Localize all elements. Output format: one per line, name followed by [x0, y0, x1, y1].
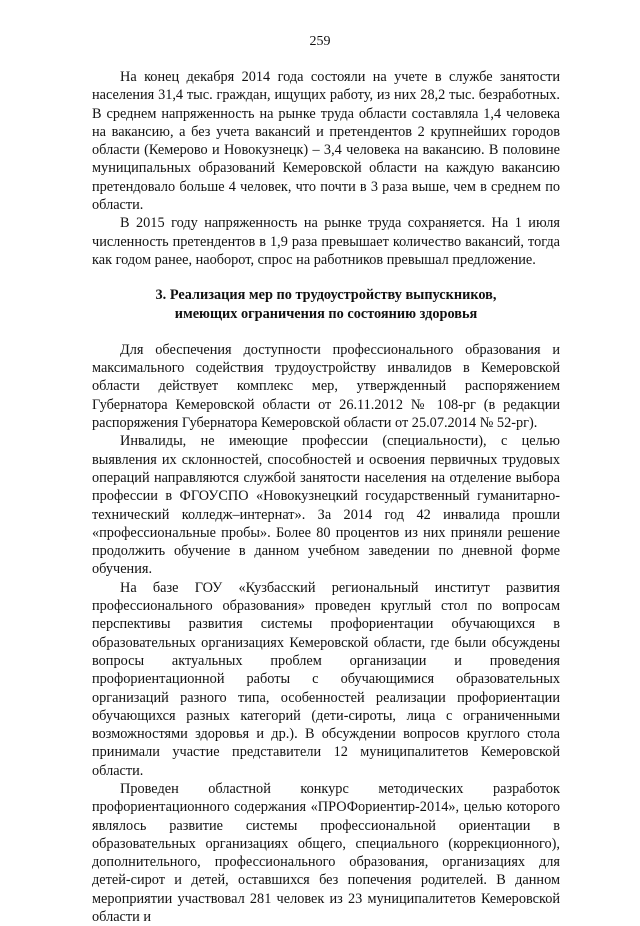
paragraph-round-table: На базе ГОУ «Кузбасский региональный институт развития профессионального образования» проведен круглый стол по вопросам перспективы развития системы профориентации обучающихся в образовательных организациях Кемеровской области, где были обсуждены вопросы актуальных проблем организации и проведения профориентационной работы с обучающимися образовательных организаций разного типа, особенностей реализации профориентации обучающихся разных категорий (дети-сироты, лица с ограниченными возможностями здоровья и др.). В обсуждении вопросов круглого стола принимали участие представители 12 муниципалитетов Кемеровской области.: [92, 579, 560, 779]
page-number: 259: [309, 34, 331, 49]
paragraph-labor-market-2015: В 2015 году напряженность на рынке труда сохраняется. На 1 июля численность претендентов в 1,9 раза превышает количество вакансий, тогда как годом ранее, наоборот, спрос на работников превышал предложение.: [92, 215, 560, 268]
paragraph-career-trials: Инвалиды, не имеющие профессии (специальности), с целью выявления их склонностей, способностей и освоения первичных трудовых операций направляются службой занятости населения на отделение выбора профессии в ФГОУСПО «Новокузнецкий государственный гуманитарно-технический колледж–интернат». За 2014 год 42 инвалида прошли «профессиональные пробы». Более 80 процентов из них приняли решение продолжить обучение в данном учебном заведении по дневной форме обучения.: [92, 433, 560, 578]
section-heading: [92, 286, 560, 323]
section-heading-line-1: 3. Реализация мер по трудоустройству выпускников,: [155, 287, 497, 304]
paragraph-unemployment-2014: На конец декабря 2014 года состояли на учете в службе занятости населения 31,4 тыс. граждан, ищущих работу, из них 28,2 тыс. безработных. В среднем напряженность на рынке труда области составляла 1,4 человека на вакансию, а без учета вакансий и претендентов 2 крупнейших городов области (Кемерово и Новокузнецк) – 3,4 человека на вакансию. В половине муниципальных образований Кемеровской области на каждую вакансию претендовало больше 4 человек, что почти в 3 раза выше, чем в среднем по области.: [92, 69, 560, 214]
paragraph-access-measures: Для обеспечения доступности профессионального образования и максимального содействия трудоустройству инвалидов в Кемеровской области действует комплекс мер, утвержденный распоряжением Губернатора Кемеровской области от 26.11.2012 № 108-рг (в редакции распоряжения Губернатора Кемеровской области от 25.07.2014 № 52-рг).: [92, 341, 560, 432]
paragraph-contest: Проведен областной конкурс методических разработок профориентационного содержания «ПРОФориентир-2014», целью которого являлось развитие системы профессиональной ориентации в образовательных организациях общего, специального (коррекционного), дополнительного, профессионального образования, организациях для детей-сирот и детей, оставшихся без попечения родителей. В данном мероприятии участвовал 281 человек из 23 муниципалитетов Кемеровской области и: [92, 780, 560, 926]
page-body: [92, 68, 560, 926]
section-heading-line-2: имеющих ограничения по состоянию здоровья: [174, 305, 478, 322]
